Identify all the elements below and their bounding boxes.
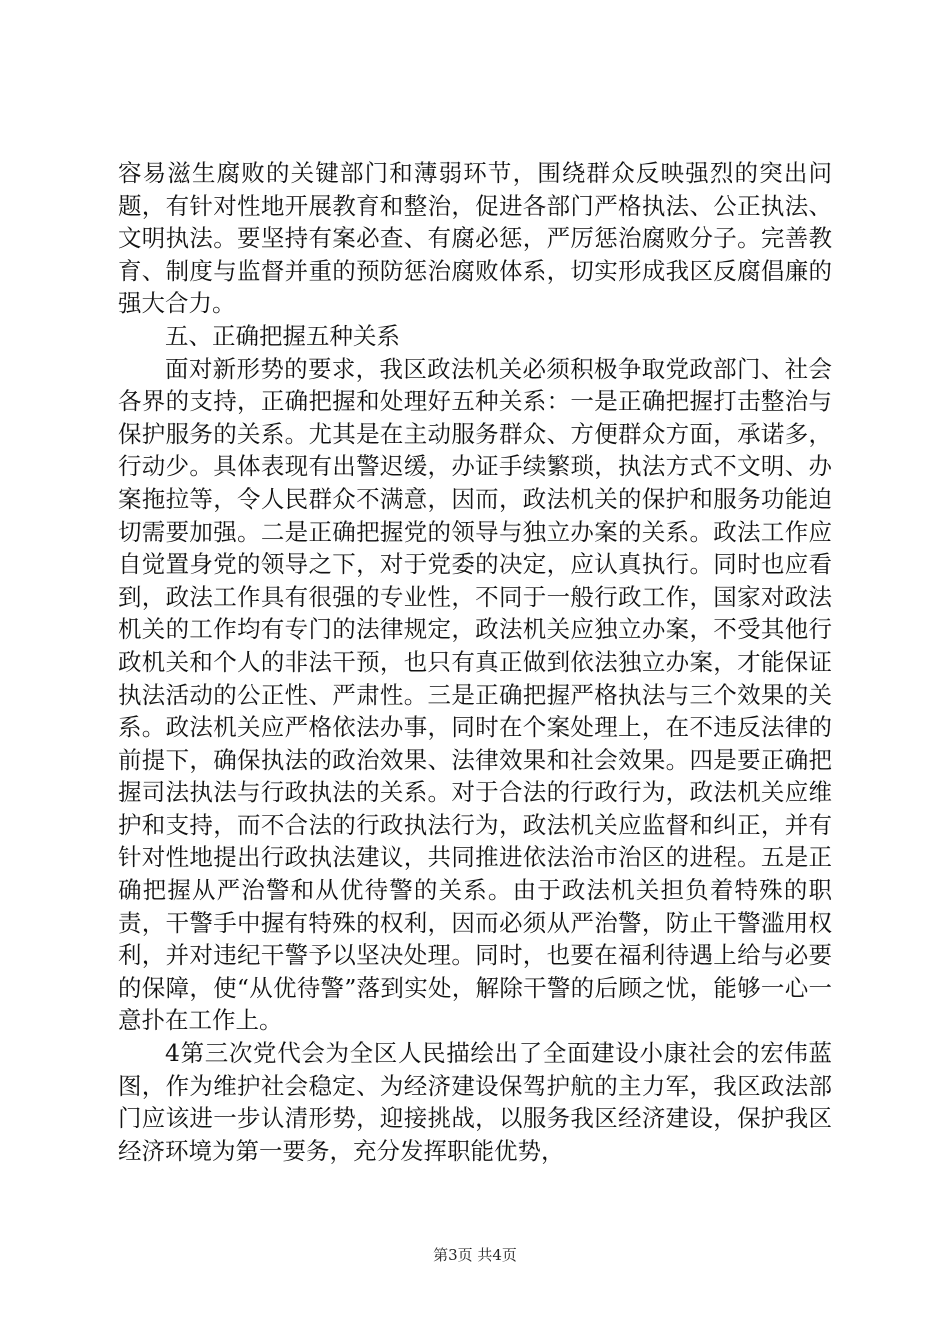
section-heading: 五、正确把握五种关系: [165, 321, 400, 350]
paragraph-party-congress: 4第三次党代会为全区人民描绘出了全面建设小康社会的宏伟蓝图，作为维护社会稳定、为经济建设保驾护航的主力军，我区政法部门应该进一步认清形势，迎接挑战，以服务我区经济建设，保护我区经济环境为第一要务，充分发挥职能优势，: [118, 1039, 832, 1165]
page-footer: 第3页 共4页: [433, 1246, 517, 1264]
paragraph-five-relations: 面对新形势的要求，我区政法机关必须积极争取党政部门、社会各界的支持，正确把握和处理好五种关系：一是正确把握打击整治与保护服务的关系。尤其是在主动服务群众、方便群众方面，承诺多，行动少。具体表现有出警迟缓，办证手续繁琐，执法方式不文明、办案拖拉等，令人民群众不满意，因而，政法机关的保护和服务功能迫切需要加强。二是正确把握党的领导与独立办案的关系。政法工作应自觉置身党的领导之下，对于党委的决定，应认真执行。同时也应看到，政法工作具有很强的专业性，不同于一般行政工作，国家对政法机关的工作均有专门的法律规定，政法机关应独立办案，不受其他行政机关和个人的非法干预，也只有真正做到依法独立办案，才能保证执法活动的公正性、严肃性。三是正确把握严格执法与三个效果的关系。政法机关应严格依法办事，同时在个案处理上，在不违反法律的前提下，确保执法的政治效果、法律效果和社会效果。四是要正确把握司法执法与行政执法的关系。对于合法的行政行为，政法机关应维护和支持，而不合法的行政执法行为，政法机关应监督和纠正，并有针对性地提出行政执法建议，共同推进依法治市治区的进程。五是正确把握从严治警和从优待警的关系。由于政法机关担负着特殊的职责，干警手中握有特殊的权利，因而必须从严治警，防止干警滥用权利，并对违纪干警予以坚决处理。同时，也要在福利待遇上给与必要的保障，使“从优待警”落到实处，解除干警的后顾之忧，能够一心一意扑在工作上。: [118, 354, 832, 1035]
paragraph-continuation: 容易滋生腐败的关键部门和薄弱环节，围绕群众反映强烈的突出问题，有针对性地开展教育和整治，促进各部门严格执法、公正执法、文明执法。要坚持有案必查、有腐必惩，严厉惩治腐败分子。完善教育、制度与监督并重的预防惩治腐败体系，切实形成我区反腐倡廉的强大合力。: [118, 159, 832, 318]
document-body: [118, 157, 832, 1167]
